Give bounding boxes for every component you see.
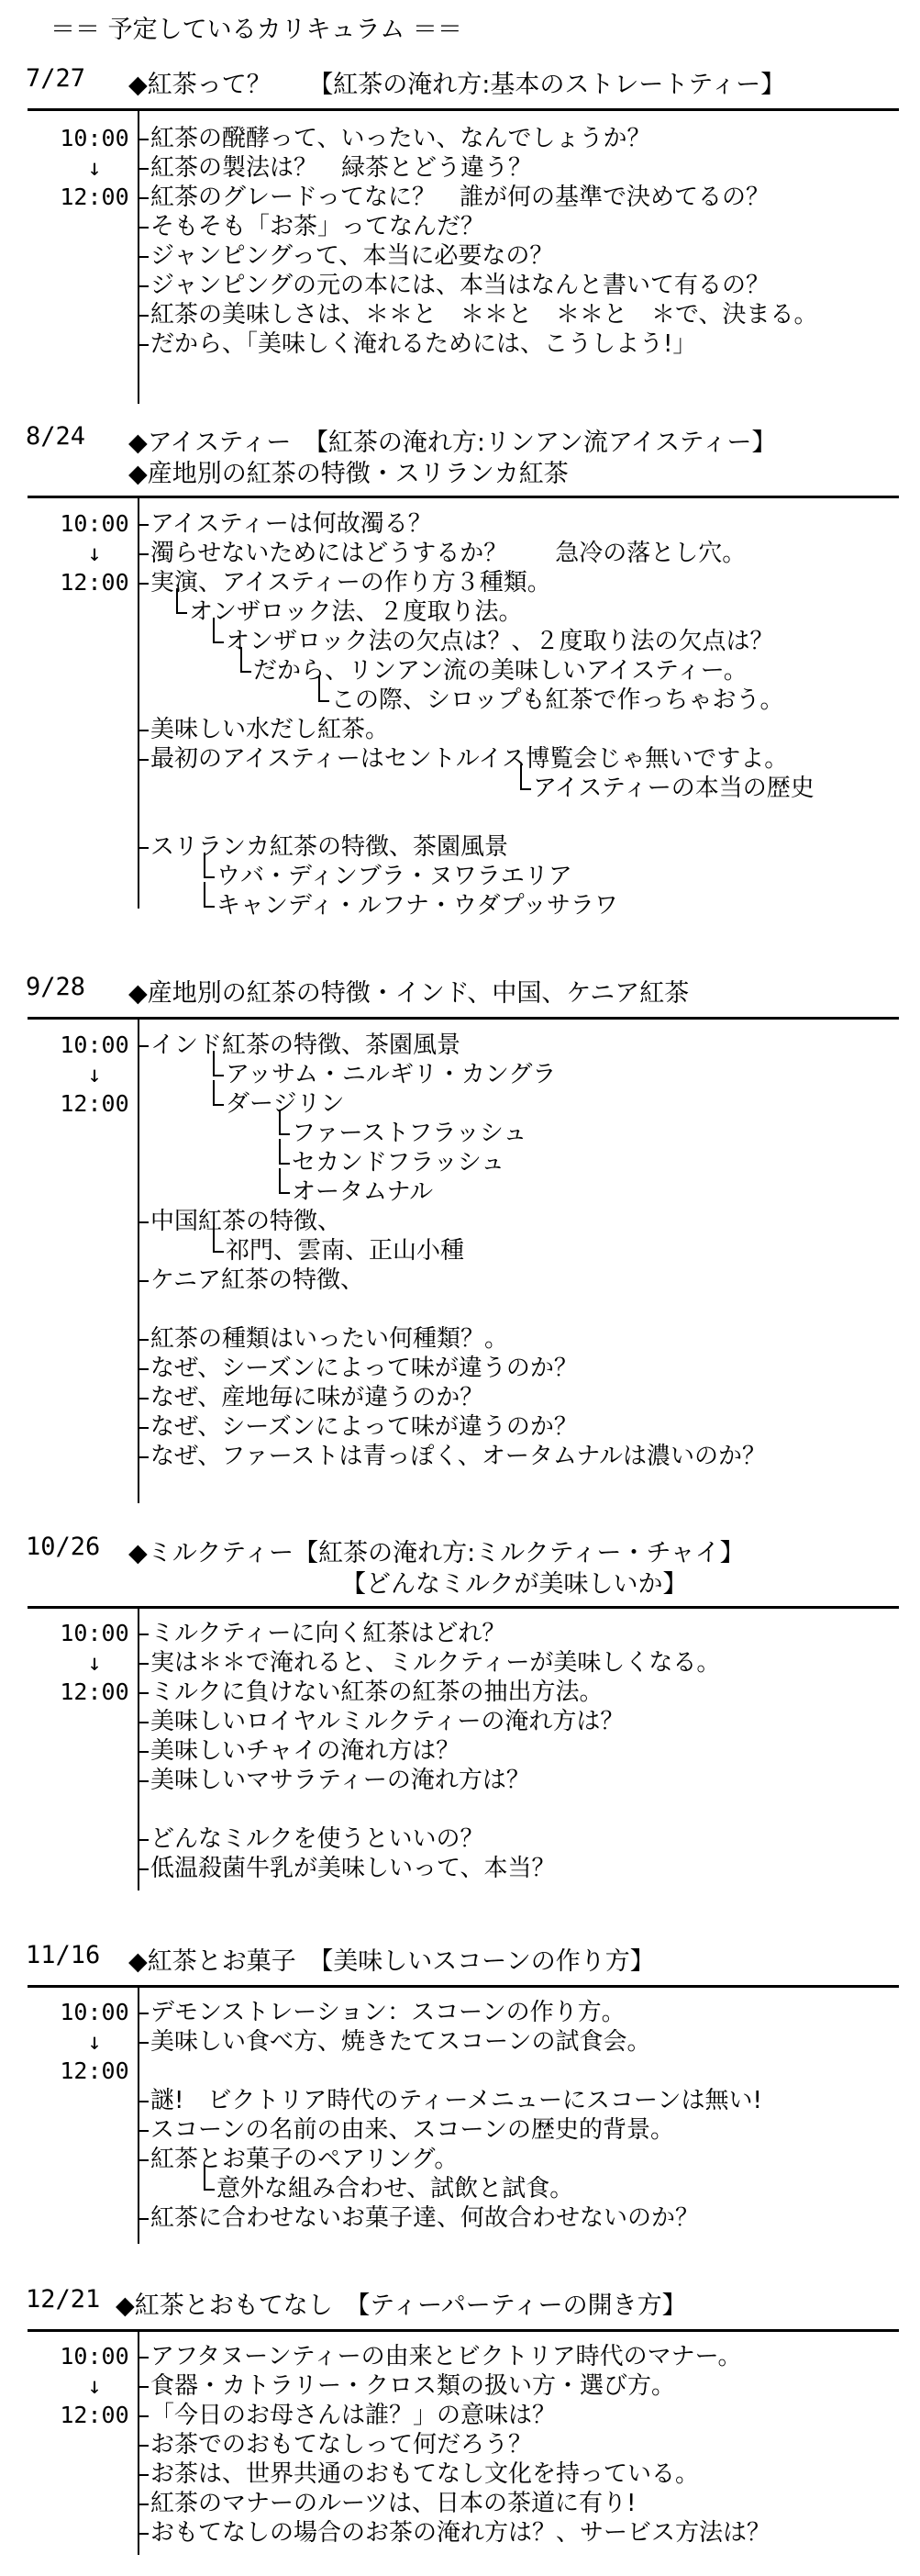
page-title: ＝＝ 予定しているカリキュラム ＝＝ — [50, 16, 462, 44]
session-date: 11/16 — [26, 1941, 101, 1969]
time-arrow: ↓ — [87, 2028, 102, 2055]
divider — [28, 496, 899, 498]
time-end: 12:00 — [60, 184, 129, 210]
session-title: ◆ミルクティー【紅茶の淹れ方:ミルクティー・チャイ】 — [128, 1539, 745, 1567]
divider — [28, 1606, 899, 1609]
time-start: 10:00 — [60, 2343, 129, 2370]
time-start: 10:00 — [60, 1032, 129, 1058]
time-range — [53, 1619, 136, 1707]
divider — [28, 1985, 899, 1988]
session-title: ◆紅茶とおもてなし 【ティーパーティーの開き方】 — [116, 2292, 687, 2320]
time-start: 10:00 — [60, 1999, 129, 2025]
time-arrow: ↓ — [87, 1061, 102, 1087]
divider — [28, 1017, 899, 1020]
time-arrow: ↓ — [87, 2372, 102, 2399]
session-subtitle: 【どんなミルクが美味しいか】 — [341, 1570, 688, 1599]
time-end: 12:00 — [60, 1090, 129, 1117]
outline-line — [138, 2329, 139, 2555]
session-date: 7/27 — [26, 64, 86, 93]
time-range — [53, 1998, 136, 2086]
time-start: 10:00 — [60, 1620, 129, 1646]
time-end: 12:00 — [60, 2402, 129, 2428]
time-arrow: ↓ — [87, 154, 102, 181]
time-arrow: ↓ — [87, 540, 102, 566]
session-subtitle: ◆産地別の紅茶の特徴・スリランカ紅茶 — [128, 460, 569, 488]
time-range — [53, 2342, 136, 2430]
session-date: 9/28 — [26, 973, 86, 1001]
outline-line — [138, 1985, 139, 2244]
time-arrow: ↓ — [87, 1649, 102, 1676]
time-range — [53, 1031, 136, 1119]
time-start: 10:00 — [60, 125, 129, 151]
time-end: 12:00 — [60, 2057, 129, 2084]
time-range — [53, 124, 136, 212]
outline-line — [138, 1606, 139, 1890]
outline-line — [138, 1017, 139, 1503]
session-date: 10/26 — [26, 1533, 101, 1561]
time-end: 12:00 — [60, 1678, 129, 1705]
time-range — [53, 509, 136, 597]
session-date: 8/24 — [26, 422, 86, 451]
session-title: ◆産地別の紅茶の特徴・インド、中国、ケニア紅茶 — [128, 979, 690, 1008]
session-date: 12/21 — [26, 2285, 101, 2314]
divider — [28, 2329, 899, 2332]
time-end: 12:00 — [60, 569, 129, 596]
session-title: ◆アイスティー 【紅茶の淹れ方:リンアン流アイスティー】 — [128, 429, 777, 457]
session-title: ◆紅茶とお菓子 【美味しいスコーンの作り方】 — [128, 1947, 655, 1976]
time-start: 10:00 — [60, 510, 129, 537]
divider — [28, 108, 899, 111]
session-title: ◆紅茶って？ 【紅茶の淹れ方:基本のストレートティー】 — [128, 71, 786, 99]
